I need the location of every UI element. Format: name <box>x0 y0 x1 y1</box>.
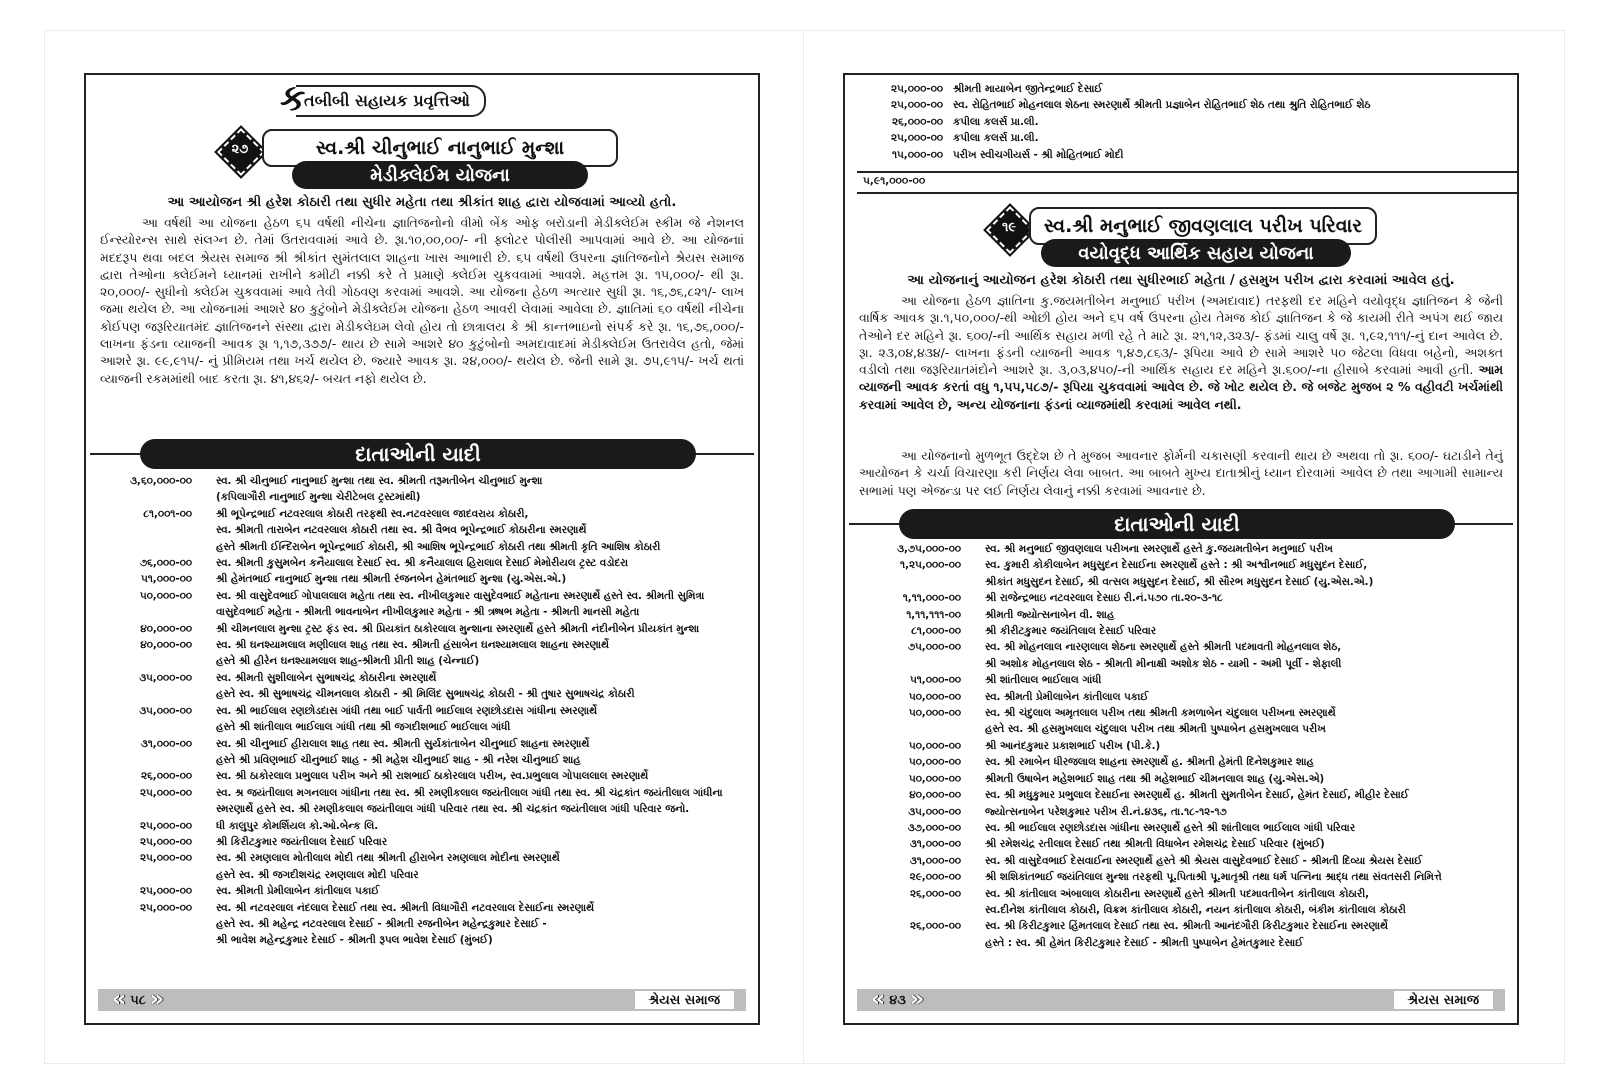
category-glyph-icon: ક <box>280 77 306 119</box>
donor-entry <box>106 571 746 587</box>
donor-names: શ્રીમતી ઉષાબેન મહેશભાઈ શાહ તથા શ્રી મહેશભાઈ ચીમનલાલ શાહ (યુ.એસ.એ) <box>985 772 1325 785</box>
donor-amount: ૫૦,૦૦૦-૦૦ <box>908 739 961 752</box>
donor-amount: ૮૧,૦૦૧-૦૦ <box>143 507 192 520</box>
right-page-frame <box>843 73 1519 1025</box>
page-number-badge <box>871 989 924 1011</box>
donor-names: સ્વ. શ્રી રમણલાલ મોતીલાલ મોદી તથા શ્રીમતી હીરાબેન રમણલાલ મોદીના સ્મરણાર્થે <box>216 852 560 865</box>
donor-entry-continuation <box>106 539 746 555</box>
donor-entry <box>865 853 1505 869</box>
donor-names: સ્વ. શ્રી કિરીટકુમાર હિંમતલાલ દેસાઈ તથા સ્વ. શ્રીમતી આનંદગૌરી કિરીટકુમાર દેસાઈના સ્મરણાર્થે <box>985 920 1388 933</box>
donor-amount: ૨૫,૦૦૦-૦૦ <box>140 885 192 898</box>
donor-amount <box>865 935 961 951</box>
scheme-title: સ્વ.શ્રી મનુભાઈ જીવણલાલ પરીખ પરિવાર <box>1029 207 1377 245</box>
carryover-donor-list <box>875 81 1370 163</box>
donor-amount: ૩૭,૦૦૦-૦૦ <box>907 821 961 834</box>
donor-amount: ૪૦,૦૦૦-૦૦ <box>140 639 192 652</box>
donor-amount: ૫૧,૦૦૦-૦૦ <box>141 573 192 586</box>
donor-entry <box>106 900 746 916</box>
donor-names: કપીલા કલર્સ પ્રા.લી. <box>953 115 1039 128</box>
donor-entry-continuation <box>865 935 1505 951</box>
donor-entry <box>106 785 746 801</box>
total-rule-bottom <box>857 192 1517 194</box>
page-footer <box>98 989 746 1011</box>
donor-entry <box>106 883 746 899</box>
donor-amount: ૨૫,૦૦૦-૦૦ <box>891 99 943 112</box>
donor-entry-continuation <box>865 902 1505 918</box>
chevron-right-icon: » <box>909 987 925 1012</box>
donor-names: હસ્તે શ્રી પ્રવિણભાઈ ચીનુભાઈ શાહ - શ્રી મહેશ ચીનુભાઈ શાહ - શ્રી નરેશ ચીનુભાઈ શાહ <box>216 753 581 766</box>
donor-amount <box>106 522 192 538</box>
donor-amount: ૩૫,૦૦૦-૦૦ <box>139 671 192 684</box>
donor-names: શ્રી હેમંતભાઈ નાનુભાઈ મુન્શા તથા શ્રીમતી રંજનબેન હેમંતભાઈ મુન્શા (યુ.એસ.એ.) <box>216 573 567 586</box>
donor-names: પરીખ સ્વીચગીયર્સ - શ્રી મોહિતભાઈ મોદી <box>953 148 1124 161</box>
donor-amount: ૨૬,૦૦૦-૦૦ <box>910 920 961 933</box>
donor-names: સ્વ. શ્રી રમાબેન ધીરજલાલ શાહના સ્મરણાર્થે હ. શ્રીમતી હેમંતી દિનેશકુમાર શાહ <box>985 756 1314 769</box>
donor-names: શ્રી આનંદકુમાર પ્રકાશભાઈ પરીખ (પી.કે.) <box>985 739 1161 752</box>
donor-names: શ્રી ભૂપેન્દ્રભાઈ નટવરલાલ કોઠારી તરફથી સ્વ.નટવરલાલ જાદવરાય કોઠારી, <box>216 507 529 520</box>
donor-entry <box>865 820 1505 836</box>
donor-names: સ્વ. શ્રીમતી પ્રેમીલાબેન કાંતીલાલ પકાઈ <box>985 690 1149 703</box>
donor-names: સ્વ. શ્રી ભાઈલાલ રણછોડદાસ ગાંધી તથા બાઈ પાર્વતી ભાઈલાલ રણછોડદાસ ગાંધીના સ્મરણાર્થે <box>216 704 597 717</box>
donor-amount: ૧,૧૧,૦૦૦-૦૦ <box>902 592 961 605</box>
donor-amount: ૨૫,૦૦૦-૦૦ <box>140 852 192 865</box>
brand-label: શ્રેયસ સમાજ <box>1394 991 1494 1009</box>
donor-entry-continuation <box>106 916 746 932</box>
donor-names: સ્વ. શ્રીમતી કુસુમબેન કનૈયાલાલ દેસાઈ સ્વ. શ્રી કનૈયાલાલ હિરાલાલ દેસાઈ મેમોરીયલ ટ્રસ્ટ વડોદરા <box>216 557 629 570</box>
page-number: ૪૩ <box>889 992 906 1008</box>
left-page <box>44 30 806 1064</box>
donor-names: સ્વ. શ્રીમતી સુશીલાબેન સુભાષચંદ્ર કોઠારીના સ્મરણાર્થે <box>216 671 437 684</box>
donor-entry <box>106 555 746 571</box>
donor-amount: ૪૦,૦૦૦-૦૦ <box>909 789 961 802</box>
donor-amount <box>106 604 192 620</box>
donor-names: સ્વ. શ્રી ચંદુલાલ અમૃતલાલ પરીખ તથા શ્રીમતી કમળાબેન ચંદુલાલ પરીખના સ્મરણાર્થે <box>985 707 1336 720</box>
page-number-badge <box>112 989 164 1011</box>
donor-names: હસ્તે સ્વ. શ્રી મહેન્દ્ર નટવરલાલ દેસાઈ - શ્રીમતી રજનીબેન મહેન્દ્રકુમાર દેસાઈ - <box>216 917 547 930</box>
donor-amount: ૪૦,૦૦૦-૦૦ <box>140 622 192 635</box>
donor-amount: ૨૫,૦૦૦-૦૦ <box>891 132 943 145</box>
donor-entry <box>865 918 1505 934</box>
page-footer <box>857 989 1505 1011</box>
scheme-number: ૨૭ <box>231 142 249 157</box>
donor-entry-continuation <box>106 932 746 948</box>
donor-names: સ્વ. શ્રી કાંતીલાલ અંબાલાલ કોઠારીના સ્મરણાર્થે હસ્તે શ્રીમતી પદમાવતીબેન કાંતીલાલ કોઠારી, <box>985 887 1370 900</box>
donor-entry <box>865 689 1505 705</box>
donor-amount <box>106 489 192 505</box>
donor-names: હસ્તે સ્વ. શ્રી સુભાષચંદ્ર ચીમનલાલ કોઠારી - શ્રી મિલિંદ સુભાષચંદ્ર કોઠારી - શ્રી તુષાર સુભાષચંદ્ર કોઠારી <box>216 688 635 701</box>
donors-heading: દાતાઓની યાદી <box>140 439 696 469</box>
donor-amount: ૩૫,૦૦૦-૦૦ <box>139 704 192 717</box>
donor-amount: ૭૫,૦૦૦-૦૦ <box>907 641 961 654</box>
donor-entry <box>106 588 746 604</box>
scheme-intro: આ યોજનાનું આયોજન હરેશ કોઠારી તથા સુધીરભાઈ મહેતા / હસમુખ પરીખ દ્વારા કરવામાં આવેલ હતું. <box>907 273 1455 288</box>
donor-names: સ્વ. શ્રી મધુકુમાર પ્રભુલાલ દેસાઈના સ્મરણાર્થે હ. શ્રીમતી સુમતીબેન દેસાઈ, હેમંત દેસાઈ, મીહીર દેસાઈ <box>985 789 1409 802</box>
donor-list <box>865 541 1505 951</box>
donor-amount: ૫૦,૦૦૦-૦૦ <box>908 772 961 785</box>
donor-names: સ્વ. શ્રી ઘનશ્યામલાલ મણીલાલ શાહ તથા સ્વ. શ્રીમતી હંસાબેન ઘનશ્યામલાલ શાહના સ્મરણાર્થે <box>216 639 609 652</box>
donor-entry <box>865 804 1505 820</box>
donor-names: શ્રી રમેશચંદ્ર રતીલાલ દેસાઈ તથા શ્રીમતી વિધાબેન રમેશચંદ્ર દેસાઈ પરિવાર (મુંબઈ) <box>985 838 1325 851</box>
donor-names: શ્રી કીરીટકુમાર જયંતિલાલ દેસાઈ પરિવાર <box>985 625 1157 638</box>
donor-entry <box>106 473 746 489</box>
donor-amount <box>106 539 192 555</box>
donor-names: સ્વ. શ્રી ભાઈલાલ રણછોડદાસ ગાંધીના સ્મરણાર્થે હસ્તે શ્રી શાંતીલાલ ભાઈલાલ ગાંધી પરિવાર <box>985 821 1356 834</box>
donor-entry <box>865 672 1505 688</box>
donor-amount: ૧,૧૧,૧૧૧-૦૦ <box>906 608 961 621</box>
donor-entry <box>865 623 1505 639</box>
donor-amount: ૨૫,૦૦૦-૦૦ <box>140 901 192 914</box>
donor-names: હસ્તે સ્વ. શ્રી હસમુખલાલ ચંદુલાલ પરીખ તથા શ્રીમતી પુષ્પાબેન હસમુખલાલ પરીખ <box>985 723 1326 736</box>
donor-names: હસ્તે શ્રી હીરેન ઘનશ્યામલાલ શાહ-શ્રીમતી પ્રીતી શાહ (ચેન્નાઈ) <box>216 655 480 668</box>
brand-label: શ્રેયસ સમાજ <box>635 991 735 1009</box>
donor-names: સ્વ. કુમારી કોકીલાબેન મધુસુદન દેસાઈના સ્મરણાર્થે હસ્તે : શ્રી અશ્વીનભાઈ મધુસુદન દેસાઈ, <box>985 559 1368 572</box>
donor-names: સ્વ. શ્રી ચીનુભાઈ હીરાલાલ શાહ તથા સ્વ. શ્રીમતી સુર્યકાંતાબેન ચીનુભાઈ શાહના સ્મરણાર્થે <box>216 737 590 750</box>
donor-entry <box>865 886 1505 902</box>
donor-entry <box>106 768 746 784</box>
donor-names: શ્રી ચીમનલાલ મુન્શા ટ્રસ્ટ ફંડ સ્વ. શ્રી પ્રિયકાંત ઠાકોરલાલ મુન્શાના સ્મરણાર્થે હસ્તે શ્રીમતી નંદીનીબેન પ્રીયકાંત મુન્શા <box>216 622 700 635</box>
donor-entry-continuation <box>106 522 746 538</box>
scheme-number: ૧૯ <box>1001 220 1017 235</box>
page-number: ૫૮ <box>130 992 146 1008</box>
donor-amount: ૩,૬૦,૦૦૦-૦૦ <box>130 475 192 487</box>
donor-entry <box>106 506 746 522</box>
donor-names: સ્મરણાર્થે હસ્તે સ્વ. શ્રી રમણીકલાલ જયંતીલાલ ગાંધી પરિવાર તથા સ્વ. શ્રી ચંદ્રકાંત જયંતીલાલ ગાંધી પરિવાર જનો. <box>216 803 690 816</box>
donor-names: શ્રી શાંતીલાલ ભાઈલાલ ગાંધી <box>985 674 1102 687</box>
donor-entry <box>106 621 746 637</box>
donor-entry <box>865 771 1505 787</box>
donor-names: સ્વ. શ્રીમતી પ્રેમીલાબેન કાંતીલાલ પકાઈ <box>216 885 380 898</box>
donor-amount <box>865 656 961 672</box>
donor-names: હસ્તે શ્રી શાંતીલાલ ભાઈલાલ ગાંધી તથા શ્રી જગદીશભાઈ ભાઈલાલ ગાંધી <box>216 721 511 734</box>
donor-entry <box>875 114 1370 130</box>
chevron-left-icon: « <box>112 987 127 1012</box>
donor-amount <box>106 801 192 817</box>
donor-amount: ૧૫,૦૦૦-૦૦ <box>892 148 943 161</box>
donor-entry <box>106 670 746 686</box>
donors-total: ૫,૯૧,૦૦૦-૦૦ <box>863 175 926 187</box>
donor-entry <box>875 81 1370 97</box>
donor-names: કપીલા કલર્સ પ્રા.લી. <box>953 132 1039 145</box>
donor-names: સ્વ. શ્રી વાસુદેવભાઈ ગોપાલલાલ મહેતા તથા સ્વ. નીખીલકુમાર વાસુદેવભાઈ મહેતાના સ્મરણાર્થે હસ્તે સ્વ. શ્રીમતી સુમિત્રા <box>216 589 705 602</box>
donor-names: વાસુદેવભાઈ મહેતા - શ્રીમતી ભાવનાબેન નીખીલકુમાર મહેતા - શ્રી ઋષભ મહેતા - શ્રીમતી માનસી મહેતા <box>216 606 640 619</box>
donor-names: શ્રી રાજેન્દ્રભાઇ નટવરલાલ દેસાઇ રી.નં.૫૭૦ તા.૨૦-૩-૧૮ <box>985 592 1223 605</box>
donor-amount: ૩૧,૦૦૦-૦૦ <box>140 737 192 750</box>
donor-entry-continuation <box>865 656 1505 672</box>
donor-entry-continuation <box>106 686 746 702</box>
scheme-name: વયોવૃદ્ધ આર્થિક સહાય યોજના <box>1041 239 1351 267</box>
donor-names: સ્વ. શ્ર જયંતીલાલ મગનલાલ ગાંધીના તથા સ્વ. શ્રી રમણીકલાલ જયંતીલાલ ગાંધી તથા સ્વ. શ્રી ચંદ્રકાંત જયંતીલાલ ગાંધીના <box>216 786 723 799</box>
donor-amount: ૫૦,૦૦૦-૦૦ <box>139 589 192 602</box>
donor-entry <box>875 130 1370 146</box>
donor-amount <box>865 902 961 918</box>
donor-amount: ૨૫,૦૦૦-૦૦ <box>891 83 943 95</box>
donor-entry <box>865 639 1505 655</box>
donor-names: સ્વ. શ્રી વાસુદેવભાઈ દેસવાઈના સ્મરણાર્થે હસ્તે શ્રી શ્રેયસ વાસુદેવભાઈ દેસાઈ - શ્રીમતી દિવ્યા શ્રેયસ દેસાઈ <box>985 854 1423 867</box>
donor-names: સ્વ. શ્રીમતી તારાબેન નટવરલાલ કોઠારી તથા સ્વ. શ્રી વૈભવ ભૂપેન્દ્રભાઈ કોઠારીના સ્મરણાર્થે <box>216 524 587 537</box>
donor-entry <box>875 147 1370 163</box>
donor-entry-continuation <box>106 604 746 620</box>
donor-entry <box>106 834 746 850</box>
donor-names: શ્રી કિરીટકુમાર જયંતીલાલ દેસાઈ પરિવાર <box>216 835 388 848</box>
donor-amount <box>106 653 192 669</box>
donor-names: સ્વ. શ્રી મનુભાઈ જીવણલાલ પરીખના સ્મરણાર્થે હસ્તે કુ.જયમતીબેન મનુભાઈ પરીખ <box>985 543 1333 555</box>
donor-names: સ્વ. શ્રી મોહનલાલ નારણલાલ શેઠના સ્મરણાર્થે હસ્તે શ્રીમતી પદમાવતી મોહનલાલ શેઠ, <box>985 641 1342 654</box>
donor-names: (કપિલાગૌરી નાનુભાઈ મુન્શા ચેરીટેબલ ટ્રસ્ટમાંથી) <box>216 491 421 504</box>
donor-entry-continuation <box>106 489 746 505</box>
scheme-description-bold: આમ વ્યાજની આવક કરતાં વધુ ૧,૫૫,૫૮૭/- રૂપિયા ચુકવવામાં આવેલ છે. જે ખોટ થયેલ છે. જે બજેટ મુજબ ૨ % વહીવટી ખર્ચમાંથી કરવામાં આવેલ છે, અન્ય યોજનાના ફંડનાં વ્યાજમાંથી કરવામાં આવેલ નથી. <box>859 362 1503 412</box>
donor-entry <box>875 97 1370 113</box>
donor-amount: ૫૦,૦૦૦-૦૦ <box>908 756 961 769</box>
donor-names: શ્રીકાંત મધુસુદન દેસાઈ, શ્રી વત્સલ મધુસુદન દેસાઈ, શ્રી સૌરભ મધુસુદન દેસાઈ (યુ.એસ.એ.) <box>985 575 1374 588</box>
donor-amount <box>106 932 192 948</box>
donor-names: ધી કાલુપુર કોમર્શિયલ કો.ઓ.બેન્ક લિ. <box>216 819 379 832</box>
donor-names: સ્વ. શ્રી ચીનુભાઈ નાનુભાઈ મુન્શા તથા સ્વ. શ્રીમતી તરૂમતીબેન ચીનુભાઈ મુન્શા <box>216 475 543 487</box>
donor-amount <box>865 574 961 590</box>
donor-entry <box>106 637 746 653</box>
donor-amount <box>106 752 192 768</box>
donor-amount: ૩૧,૦૦૦-૦૦ <box>909 854 961 867</box>
total-rule-top <box>857 171 1517 173</box>
donor-entry <box>865 836 1505 852</box>
donor-names: હસ્તે શ્રીમતી ઈન્દિરાબેન ભૂપેન્દ્રભાઈ કોઠારી, શ્રી આશિષ ભૂપેન્દ્રભાઈ કોઠારી તથા શ્રીમતી કૃતિ આશિષ કોઠારી <box>216 540 661 553</box>
right-page <box>803 30 1565 1064</box>
donor-entry <box>865 557 1505 573</box>
chevron-left-icon: « <box>871 987 886 1012</box>
scheme-intro: આ આયોજન શ્રી હરેશ કોઠારી તથા સુધીર મહેતા તથા શ્રીકાંત શાહ દ્વારા યોજવામાં આવ્યો હતો. <box>167 195 677 210</box>
donor-entry <box>865 869 1505 885</box>
donor-amount: ૧,૨૫,૦૦૦-૦૦ <box>900 559 961 572</box>
donor-entry-continuation <box>106 752 746 768</box>
donor-entry <box>106 850 746 866</box>
scheme-description <box>859 292 1503 413</box>
scheme-note: આ યોજનાનો મુળભૂત ઉદ્દેશ છે તે મુજબ આવનાર ફોર્મની ચકાસણી કરવાની થાય છે અથવા તો રૂા. ૬૦૦/- ઘટાડીને તેનું આયોજન કે ચર્ચા વિચારણા કરી નિર્ણય લેવા બાબત. આ બાબતે મુખ્ય દાતાશ્રીનું ધ્યાન દોરવામાં આવેલ છે તથા આગામી સામાન્ય સભામાં પણ એજન્ડા પર લઈ નિર્ણય લેવાનું નક્કી કરવામાં આવનાર છે. <box>859 448 1503 498</box>
donor-names: હસ્તે સ્વ. શ્રી જગદીશચંદ્ર રમણલાલ મોદી પરિવાર <box>216 868 419 881</box>
donor-names: જ્યોત્સનાબેન પરેશકુમાર પરીખ રી.નં.૪૩૬, તા.૧૮-૧૨-૧૭ <box>985 805 1227 818</box>
donor-entry <box>865 541 1505 557</box>
scheme-description: આ વર્ષથી આ યોજના હેઠળ ૬૫ વર્ષથી નીચેના જ્ઞાતિજનોનો વીમો બેંક ઓફ બરોડાની મેડીક્લેઈમ સ્કીમ જે નેશનલ ઈન્સ્યોરન્સ સાથે સંલગ્ન છે. તેમાં ઉતરાવવામાં આવે છે. રૂા.૧૦,૦૦,૦૦/- ની ફ્લોટર પોલીસી આપવામાં આવે છે. આ યોજનાાં મદદરૂપ થવા બદલ શ્રેયસ સમાજ શ્રી શ્રીકાંત સુમંતલાલ શાહના ખાસ આભારી છે. ૬૫ વર્ષથી ઉપરના જ્ઞાતિજનોને શ્રેયસ સમાજ દ્વારા તેઓના ક્લેઈમને ધ્યાનમાં રાખીને કમીટી નક્કી કરે તે પ્રમાણે ક્લેઈમ ચુકવવામાં આવશે. મહત્તમ રૂા. ૧૫,૦૦૦/- થી રૂા. ૨૦,૦૦૦/- સુધીનો ક્લેઈમ ચુકવવામાં આવે તેવી ગોઠવણ કરવામાં આવશે. આ યોજના હેઠળ અત્યાર સુધી રૂા. ૧૬,૭૬,૮૨૧/- લાખ જમા થયેલ છે. આ યોજનામાં આશરે ૪૦ કુટુંબોને મેડીક્લેઈમ યોજના હેઠળ આવરી લેવામાં આવેલા છે. જ્ઞાતિમાં ૬૦ વર્ષથી નીચેના કોઈપણ જરૂરિયાતમંદ જ્ઞાતિજનને સંસ્થા દ્વારા મેડીકલેઇમ લેવો હોય તો છાત્રાલય કે શ્રી કાન્તભાઇનો સંપર્ક કરે રૂા. ૧૬,૭૬,૦૦૦/- લાખના ફંડના વ્યાજની આવક રૂા ૧,૧૭,૩૭૭/- થાય છે સામે આશરે ૪૦ કુટુંબોનો અમદાવાદમાં મેડીક્લેઈમ ઉતરાવેલ હતો, જેમાં આશરે રૂા. ૯૯,૯૧૫/- નું પ્રીમિયમ તથા ખર્ચ થયેલ છે. જ્યારે આવક રૂા. ૨૪,૦૦૦/- થયેલ છે. જેની સામે રૂા. ૭૫,૯૧૫/- ખર્ચ થતાં વ્યાજની રકમમાંથી બાદ કરતા રૂા. ૪૧,૪૬૨/- બચત નફો થયેલ છે. <box>100 215 744 386</box>
donor-amount <box>106 916 192 932</box>
donor-amount: ૫૦,૦૦૦-૦૦ <box>908 690 961 703</box>
scheme-name: મેડીક્લેઈમ યોજના <box>292 161 588 189</box>
donor-amount: ૮૧,૦૦૦-૦૦ <box>911 625 961 638</box>
chevron-right-icon: » <box>149 987 165 1012</box>
donors-heading: દાતાઓની યાદી <box>899 509 1455 539</box>
donor-entry <box>865 590 1505 606</box>
donor-entry <box>106 818 746 834</box>
donor-amount <box>106 867 192 883</box>
donor-entry <box>865 705 1505 721</box>
donor-amount: ૩૧,૦૦૦-૦૦ <box>909 838 961 851</box>
donor-amount: ૨૫,૦૦૦-૦૦ <box>140 835 192 848</box>
donor-entry <box>865 738 1505 754</box>
donor-amount: ૫૧,૦૦૦-૦૦ <box>910 674 961 687</box>
donor-names: સ્વ. શ્રી નટવરલાલ નંદલાલ દેસાઈ તથા સ્વ. શ્રીમતી વિધાગૌરી નટવરલાલ દેસાઈના સ્મરણાર્થે <box>216 901 595 914</box>
donor-entry <box>106 703 746 719</box>
donor-names: શ્રી અશોક મોહનલાલ શેઠ - શ્રીમતી મીનાક્ષી અશોક શેઠ - યામી - અમી પૂર્વી - શેફાલી <box>985 657 1342 670</box>
donor-amount: ૨૬,૦૦૦-૦૦ <box>892 115 943 128</box>
donor-entry <box>865 607 1505 623</box>
left-page-frame <box>84 73 760 1025</box>
donor-list <box>106 473 746 949</box>
donor-amount <box>865 721 961 737</box>
donor-amount: ૨૬,૦૦૦-૦૦ <box>141 770 192 783</box>
donor-amount: ૩,૭૫,૦૦૦-૦૦ <box>897 543 961 555</box>
donor-entry-continuation <box>865 574 1505 590</box>
scheme-description-text: આ યોજના હેઠળ જ્ઞાતિના કુ.જયમતીબેન મનુભાઈ પરીખ (અમદાવાદ) તરફથી દર મહિને વયોવૃદ્ધ જ્ઞાતિજન કે જેની વાર્ષિક આવક રૂા.૧,૫૦,૦૦૦/-થી ઓછી હોય અને ૬૫ વર્ષ ઉપરના હોય તેમજ કોઈ જ્ઞાતિજન કે જે કાયમી રીતે અપંગ થઈ જાય તેઓને દર મહિને રૂા. ૬૦૦/-ની આર્થિક સહાય મળી રહે તે માટે રૂા. ૨૧,૧૨,૩૨૩/- ફંડમાં ચાલુ વર્ષે રૂા. ૧,૯૨,૧૧૧/-નું દાન આવેલ છે. રૂા. ૨૩,૦૪,૪૩૪/- લાખના ફંડની વ્યાજની આવક ૧,૪૭,૮૬૩/- રૂપિયા આવે છે સામે આશરે ૫૦ જેટલા વિધવા બહેનો, અશક્ત વડીલો તથા જરૂરિયાતમંદોને આશરે રૂા. ૩,૦૩,૪૫૦/-ની આર્થિક સહાય દર મહિને રૂા.૬૦૦/-ના હીસાબે કરવામાં આવી હતી. <box>859 293 1503 378</box>
donor-amount <box>106 686 192 702</box>
donor-names: હસ્તે : સ્વ. શ્રી હેમંત કિરીટકુમાર દેસાઈ - શ્રીમતી પુષ્પાબેન હેમંતકુમાર દેસાઈ <box>985 936 1304 949</box>
donor-names: શ્રી ભાવેશ મહેન્દ્રકુમાર દેસાઈ - શ્રીમતી રૂપલ ભાવેશ દેસાઈ (મુંબઈ) <box>216 934 493 947</box>
donor-amount: ૭૬,૦૦૦-૦૦ <box>139 557 192 570</box>
donor-entry <box>865 754 1505 770</box>
donor-amount: ૨૯,૦૦૦-૦૦ <box>909 871 961 884</box>
donor-entry <box>106 736 746 752</box>
donor-names: સ્વ. શ્રી ઠાકોરલાલ પ્રભુલાલ પરીખ અને શ્રી રાશભાઈ ઠાકોરલાલ પરીખ, સ્વ.પ્રભુલાલ ગોપાલલાલ સ્મરણાર્થે <box>216 770 649 783</box>
scheme-title: સ્વ.શ્રી ચીનુભાઈ નાનુભાઈ મુન્શા <box>262 129 618 167</box>
donor-amount: ૨૫,૦૦૦-૦૦ <box>140 786 192 799</box>
donor-entry-continuation <box>106 719 746 735</box>
donor-amount: ૩૫,૦૦૦-૦૦ <box>908 805 961 818</box>
donor-names: સ્વ.દીનેશ કાંતીલાલ કોઠારી, વિક્રમ કાંતીલાલ કોઠારી, નયન કાંતીલાલ કોઠારી, બંકીમ કાંતીલાલ કોઠારી <box>985 903 1406 916</box>
donor-entry-continuation <box>106 653 746 669</box>
donor-entry-continuation <box>865 721 1505 737</box>
donor-entry-continuation <box>106 867 746 883</box>
category-heading: તબીબી સહાયક પ્રવૃત્તિઓ <box>296 85 486 117</box>
donor-names: સ્વ. રોહિતભાઈ મોહનલાલ શેઠના સ્મરણાર્થે શ્રીમતી પ્રજ્ઞાબેન રોહિતભાઈ શેઠ તથા શ્રુતિ રોહિતભાઈ શેઠ <box>953 99 1371 112</box>
donor-amount: ૫૦,૦૦૦-૦૦ <box>908 707 961 720</box>
donor-names: શ્રીમતી જ્યોત્સનાબેન વી. શાહ <box>985 608 1115 621</box>
donor-names: શ્રીમતી માયાબેન જીતેન્દ્રભાઈ દેસાઈ <box>953 83 1103 95</box>
donor-names: શ્રી શશિકાંતભાઈ જયંતિલાલ મુન્શા તરફથી પૂ.પિતાશ્રી પૂ.માતૃશ્રી તથા ધર્મ પત્નિના શ્રાદ્ધ તથા સંવતસરી નિમિત્તે <box>985 871 1442 884</box>
donor-amount: ૨૫,૦૦૦-૦૦ <box>140 819 192 832</box>
donor-entry <box>865 787 1505 803</box>
donor-entry-continuation <box>106 801 746 817</box>
donor-amount: ૨૬,૦૦૦-૦૦ <box>910 887 961 900</box>
donor-amount <box>106 719 192 735</box>
